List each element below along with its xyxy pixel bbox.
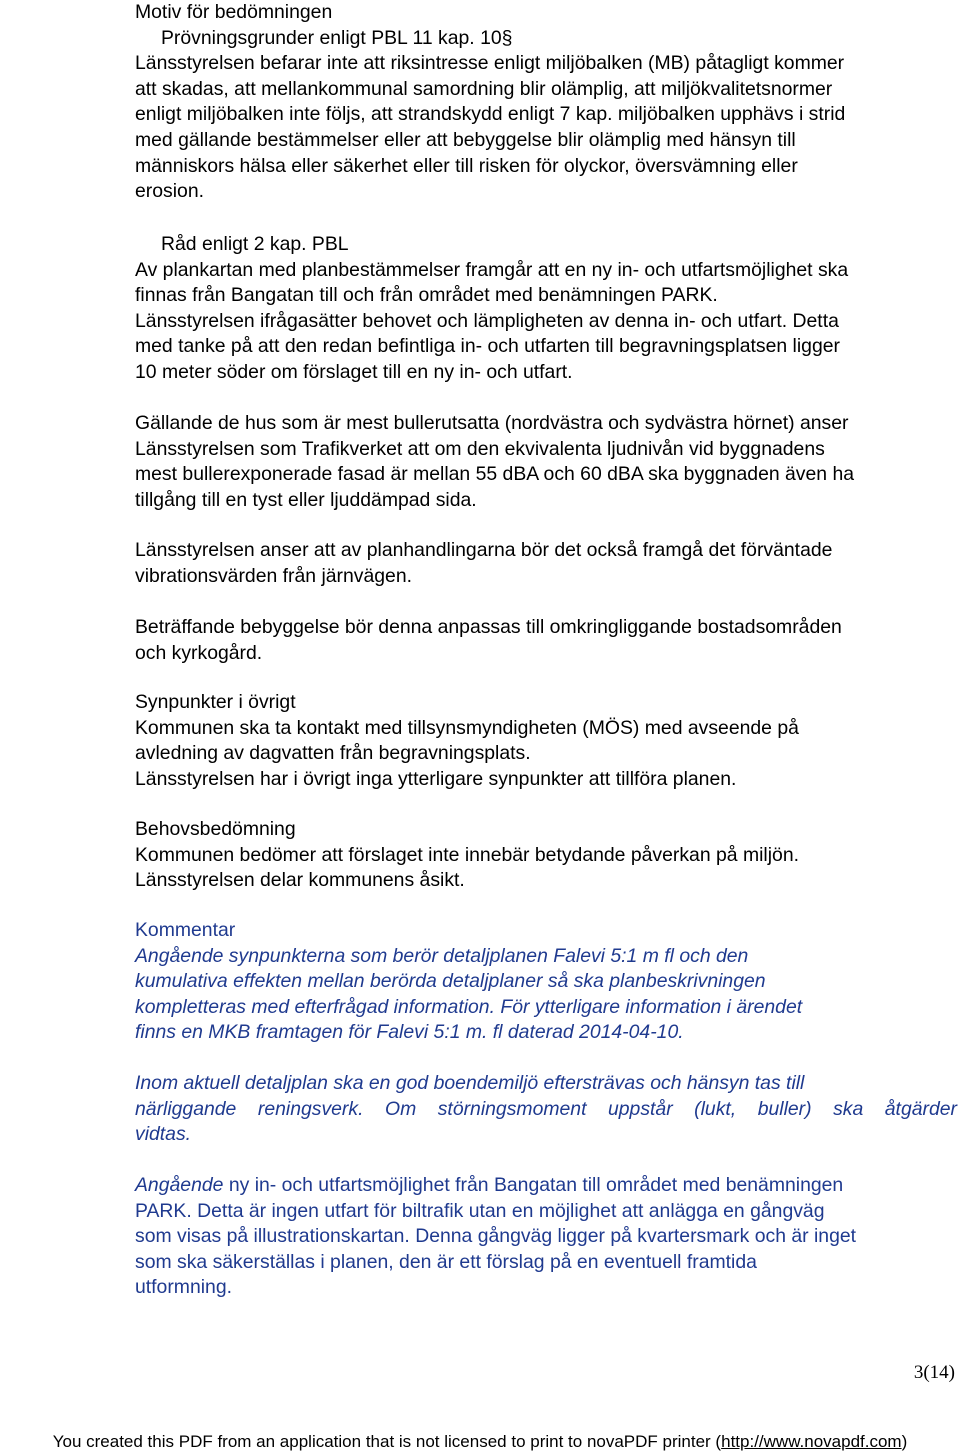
paragraph-line: Kommunen bedömer att förslaget inte innebär betydande påverkan på miljön. xyxy=(135,843,799,866)
comment-line: finns en MKB framtagen för Falevi 5:1 m. fl daterad 2014-04-10. xyxy=(135,1021,684,1044)
paragraph-line: Kommunen ska ta kontakt med tillsynsmyndigheten (MÖS) med avseende på xyxy=(135,716,799,739)
paragraph-line: Länsstyrelsen anser att av planhandlingarna bör det också framgå det förväntade xyxy=(135,539,833,561)
paragraph-line: Av plankartan med planbestämmelser framgår att en ny in- och utfartsmöjlighet ska xyxy=(135,258,849,281)
motiv-section xyxy=(135,0,957,205)
vibration-paragraph xyxy=(135,538,957,589)
synpunkter-heading: Synpunkter i övrigt xyxy=(135,691,296,713)
paragraph-line: med gällande bestämmelser eller att bebyggelse blir olämplig med hänsyn till xyxy=(135,128,796,151)
comment-line: PARK. Detta är ingen utfart för biltrafik utan en möjlighet att anlägga en gångväg xyxy=(135,1199,825,1222)
buller-paragraph xyxy=(135,411,957,513)
paragraph-line: avledning av dagvatten från begravningsplats. xyxy=(135,742,531,765)
paragraph-line: människors hälsa eller säkerhet eller till risken för olyckor, översvämning eller xyxy=(135,154,798,177)
paragraph-line: Länsstyrelsen ifrågasätter behovet och lämpligheten av denna in- och utfart. Detta xyxy=(135,309,839,332)
comment-line: som visas på illustrationskartan. Denna gångväg ligger på kvartersmark och är inget xyxy=(135,1225,857,1248)
comment-line: som ska säkerställas i planen, den är ett förslag på en eventuell framtida xyxy=(135,1250,757,1273)
footer-text: You created this PDF from an application that is not licensed to print to novaPDF printer ( xyxy=(52,1432,722,1451)
paragraph-line: att skadas, att mellankommunal samordning blir olämplig, att miljökvalitetsnormer xyxy=(135,77,833,100)
italic-lead-word: Angående xyxy=(135,1174,224,1196)
behov-heading: Behovsbedömning xyxy=(135,818,296,840)
inom-paragraph xyxy=(135,1071,957,1148)
comment-line: Angående synpunkterna som berör detaljplanen Falevi 5:1 m fl och den xyxy=(135,944,749,967)
kommentar-heading: Kommentar xyxy=(135,919,236,941)
comment-line xyxy=(135,1173,957,1199)
comment-line: Inom aktuell detaljplan ska en god boendemiljö eftersträvas och hänsyn tas till xyxy=(135,1072,805,1094)
paragraph-line: Gällande de hus som är mest bullerutsatta (nordvästra och sydvästra hörnet) anser xyxy=(135,412,849,434)
comment-line: närliggande reningsverk. Om störningsmoment uppstår (lukt, buller) ska åtgärder xyxy=(135,1097,957,1120)
motiv-subheading: Prövningsgrunder enligt PBL 11 kap. 10§ xyxy=(161,26,513,49)
paragraph-line: Länsstyrelsen som Trafikverket att om den ekvivalenta ljudnivån vid byggnadens xyxy=(135,437,825,460)
kommentar-section xyxy=(135,918,957,1046)
paragraph-line: 10 meter söder om förslaget till en ny in- och utfart. xyxy=(135,360,573,383)
comment-line: kompletteras med efterfrågad information. För ytterligare information i ärendet xyxy=(135,995,803,1018)
paragraph-line: tillgång till en tyst eller ljuddämpad sida. xyxy=(135,488,477,511)
footer-text-end: ) xyxy=(901,1432,908,1451)
rad-section xyxy=(135,232,957,386)
paragraph-line: Länsstyrelsen befarar inte att riksintresse enligt miljöbalken (MB) påtagligt kommer xyxy=(135,52,845,75)
line-remainder: ny in- och utfartsmöjlighet från Bangatan till området med benämningen xyxy=(223,1174,844,1196)
paragraph-line: Beträffande bebyggelse bör denna anpassas till omkringliggande bostadsområden xyxy=(135,616,842,638)
paragraph-line: vibrationsvärden från järnvägen. xyxy=(135,564,413,587)
paragraph-line: Länsstyrelsen delar kommunens åsikt. xyxy=(135,869,465,892)
rad-subheading: Råd enligt 2 kap. PBL xyxy=(161,233,349,255)
behov-section xyxy=(135,817,957,894)
comment-line: vidtas. xyxy=(135,1123,192,1146)
comment-line: kumulativa effekten mellan berörda detaljplaner så ska planbeskrivningen xyxy=(135,970,766,993)
bebyggelse-paragraph xyxy=(135,615,957,666)
paragraph-line: med tanke på att den redan befintliga in- och utfarten till begravningsplatsen ligger xyxy=(135,335,840,358)
synpunkter-section xyxy=(135,690,957,792)
pdf-footer-notice xyxy=(0,1431,960,1453)
comment-line: utformning. xyxy=(135,1276,233,1299)
paragraph-line: mest bullerexponerade fasad är mellan 55 dBA och 60 dBA ska byggnaden även ha xyxy=(135,463,855,486)
angaende-paragraph xyxy=(135,1173,957,1301)
paragraph-line: enligt miljöbalken inte följs, att strandskydd enligt 7 kap. miljöbalken upphävs i strid xyxy=(135,103,846,126)
paragraph-line: erosion. xyxy=(135,180,204,203)
page-number: 3(14) xyxy=(913,1362,955,1383)
paragraph-line: Länsstyrelsen har i övrigt inga ytterligare synpunkter att tillföra planen. xyxy=(135,767,737,790)
motiv-heading: Motiv för bedömningen xyxy=(135,1,333,23)
paragraph-line: och kyrkogård. xyxy=(135,641,263,664)
footer-link[interactable]: http://www.novapdf.com xyxy=(721,1432,902,1451)
paragraph-line: finnas från Bangatan till och från området med benämningen PARK. xyxy=(135,284,718,307)
